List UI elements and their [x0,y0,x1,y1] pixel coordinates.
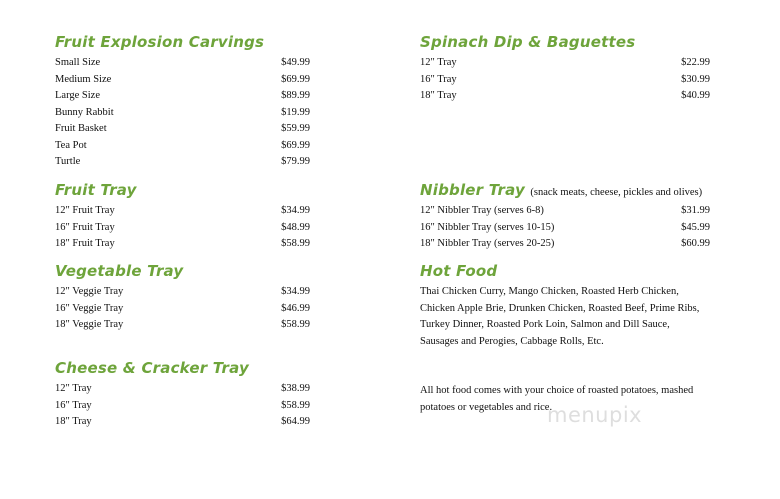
menu-item-row [420,55,710,72]
item-name: Bunny Rabbit [55,106,114,118]
item-price: $34.99 [281,286,310,297]
item-name: 18" Nibbler Tray (serves 20-25) [420,238,555,249]
item-name: 16" Fruit Tray [55,221,115,233]
section-title: Hot Food [420,262,498,280]
menu-item-row [55,203,310,220]
menu-item-row [55,55,310,72]
item-price: $48.99 [281,221,310,233]
item-list [420,203,710,253]
item-list [55,55,310,171]
item-name: 12" Nibbler Tray (serves 6-8) [420,205,544,216]
hot-food-description: Thai Chicken Curry, Mango Chicken, Roasted Herb Chicken, Chicken Apple Brie, Drunken Chicken, Roasted Beef, Prime Ribs, Turkey Dinner, Roasted Pork Loin, Salmon and Dill Sauce, Sausages and Perogies, Cabbage Rolls, Etc. [420,286,700,347]
menu-item-row [55,284,310,301]
item-name: 12" Fruit Tray [55,205,115,216]
item-price: $64.99 [281,416,310,427]
item-name: 12" Veggie Tray [55,286,124,297]
section-fruit-tray [55,180,310,253]
item-list [420,55,710,105]
item-price: $45.99 [681,221,710,233]
item-price: $30.99 [681,73,710,85]
section-title [420,180,710,200]
menu-item-row [55,88,310,105]
hot-food-note: All hot food comes with your choice of roasted potatoes, mashed potatoes or vegetables and rice. [420,385,694,413]
item-name: Medium Size [55,73,112,85]
item-name: Fruit Basket [55,123,107,134]
item-name: 12" Tray [420,57,457,68]
section-cheese-tray [55,358,310,431]
item-list [55,203,310,253]
menu-item-row [55,381,310,398]
menu-item-row [55,414,310,431]
item-name: 18" Fruit Tray [55,238,115,249]
item-name: 16" Nibbler Tray (serves 10-15) [420,221,555,233]
item-name: 18" Tray [55,416,92,427]
section-spinach-dip [420,32,710,105]
item-price: $58.99 [281,238,310,249]
menu-item-row [55,236,310,253]
section-fruit-explosion [55,32,310,171]
section-title: Fruit Explosion Carvings [55,33,265,51]
item-price: $46.99 [281,302,310,314]
menu-item-row [55,121,310,138]
menu-item-row [420,236,710,253]
item-name: Turtle [55,156,81,167]
menu-item-row [55,301,310,318]
item-name: 16" Veggie Tray [55,302,124,314]
item-price: $22.99 [681,57,710,68]
section-vegetable-tray [55,261,310,334]
menu-item-row [55,154,310,171]
menu-item-row [55,105,310,122]
item-price: $31.99 [681,205,710,216]
item-price: $34.99 [281,205,310,216]
section-hot-food [420,261,710,350]
menu-item-row [420,88,710,105]
section-title: Fruit Tray [55,181,137,199]
item-name: 16" Tray [55,399,92,411]
menu-item-row [55,317,310,334]
menu-item-row [55,138,310,155]
item-name: Small Size [55,57,101,68]
item-name: Tea Pot [55,139,87,151]
item-list [55,381,310,431]
menu-item-row [55,398,310,415]
menu-item-row [420,203,710,220]
section-nibbler-tray [420,180,710,253]
item-price: $40.99 [681,90,710,101]
menu-item-row [420,72,710,89]
menu-item-row [420,220,710,237]
item-price: $58.99 [281,319,310,330]
item-price: $58.99 [281,399,310,411]
item-price: $49.99 [281,57,310,68]
section-title: Vegetable Tray [55,262,184,280]
item-price: $69.99 [281,139,310,151]
item-name: 16" Tray [420,73,457,85]
item-price: $79.99 [281,156,310,167]
watermark-logo: menupix [547,403,643,427]
section-title: Spinach Dip & Baguettes [420,33,636,51]
item-name: 18" Tray [420,90,457,101]
item-price: $59.99 [281,123,310,134]
item-price: $19.99 [281,106,310,118]
menu-item-row [55,72,310,89]
item-name: 18" Veggie Tray [55,319,124,330]
item-price: $89.99 [281,90,310,101]
item-list [55,284,310,334]
section-title-text: Nibbler Tray [420,181,525,199]
menu-item-row [55,220,310,237]
item-price: $38.99 [281,383,310,394]
section-title: Cheese & Cracker Tray [55,359,249,377]
item-price: $60.99 [681,238,710,249]
section-note: (snack meats, cheese, pickles and olives) [530,187,703,198]
item-name: Large Size [55,90,100,101]
item-name: 12" Tray [55,383,92,394]
item-price: $69.99 [281,73,310,85]
